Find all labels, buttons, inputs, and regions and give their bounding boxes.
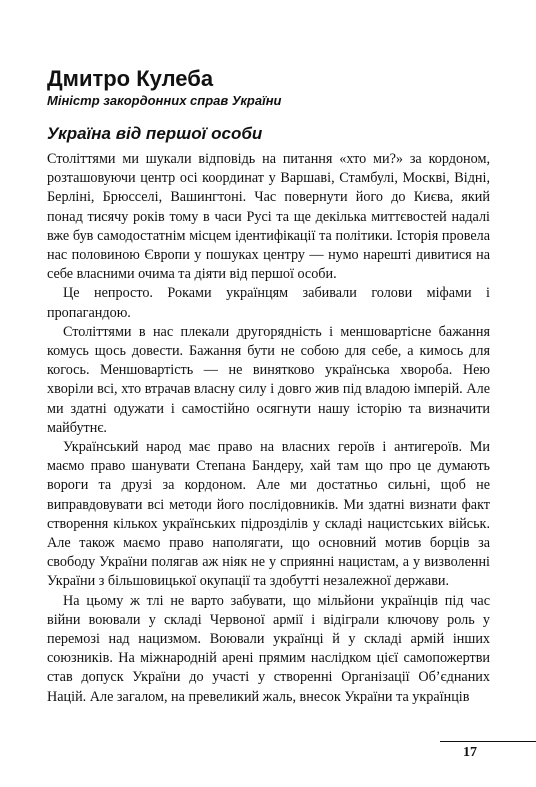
page-number: 17 [463,745,477,760]
paragraph-1: Століттями ми шукали відповідь на питання «хто ми?» за кордоном, розташовуючи центр осі координат у Варшаві, Стамбулі, Москві, Відні, Берліні, Брюсселі, Вашингтоні. Час повернути його до Києва, який понад тисячу років тому в часи Русі та ще декілька миттєвостей надалі вже був самодостатнім місцем ідентифікації та політики. Історія провела нас половиною Європи у пошуках центру — нумо нарешті дивитися на себе власними очима та діяти від першої особи. [47,151,490,283]
author-name: Дмитро Кулеба [47,66,214,91]
essay-body [47,150,490,707]
paragraph-3: Століттями в нас плекали другорядність і меншовартісне бажання комусь щось довести. Бажання бути не собою для себе, а кимось для когось. Меншовартість — не винятково українська хвороба. Нею хворіли всі, хто втрачав власну силу і довго жив під владою імперій. Але ми здатні одужати і самостійно осягнути нашу історію та визначити майбутнє. [47,323,490,436]
paragraph-4: Український народ має право на власних героїв і антигероїв. Ми маємо право шанувати Степана Бандеру, хай там що про це думають вороги та друзі за кордоном. Але ми достатньо сильні, щоб не виправдовувати всі методи його послідовників. Ми здатні визнати факт створення кількох українських підрозділів у складі нацистських військ. Але також маємо право наполягати, що основний мотив борців за свободу України полягав аж ніяк не у сприянні нацистам, а у визволенні України з більшовицької окупації та здобутті незалежної держави. [47,439,490,590]
paragraph-2: Це непросто. Роками українцям забивали голови міфами і пропагандою. [47,285,490,321]
footer-divider [440,741,536,742]
author-position: Міністр закордонних справ України [47,93,282,108]
essay-title: Україна від першої особи [47,124,263,143]
paragraph-5: На цьому ж тлі не варто забувати, що мільйони українців під час війни воювали у складі Червоної армії і відіграли ключову роль у перемозі над нацизмом. Воювали українці й у складі армій інших союзників. На міжнародній арені прямим наслідком цієї самопожертви став допуск України до участі у створенні Організації Об’єднаних Націй. Але загалом, на превеликий жаль, внесок України та українців [47,592,490,705]
